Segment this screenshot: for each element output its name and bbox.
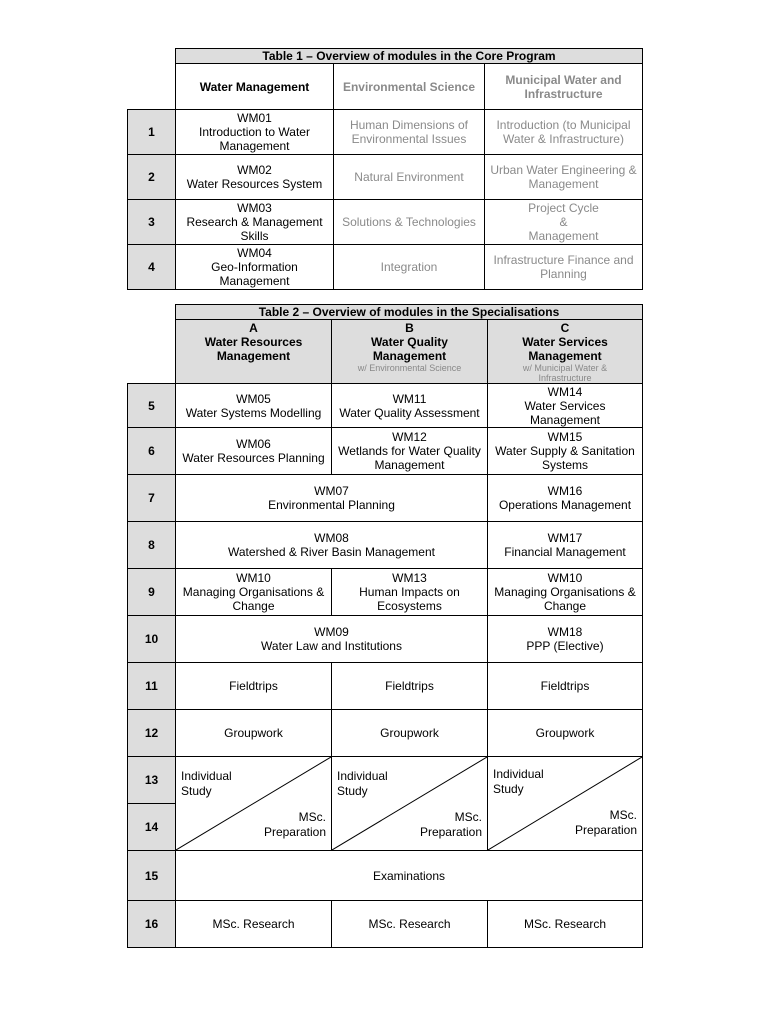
table-1-title: Table 1 – Overview of modules in the Core Program <box>175 48 643 64</box>
module-cell: Human Dimensions of Environmental Issues <box>333 109 485 155</box>
header-environmental-science: Environmental Science <box>333 63 485 110</box>
msc-preparation-label: MSc. Preparation <box>419 810 482 839</box>
module-cell: WM06 Water Resources Planning <box>175 427 332 475</box>
individual-study-label: Individual Study <box>181 769 232 798</box>
header-specialisation-c: C Water Services Management w/ Municipal Water & Infrastructure <box>487 319 643 384</box>
row-number: 6 <box>127 427 176 475</box>
row-number: 8 <box>127 521 176 569</box>
row-number: 9 <box>127 568 176 616</box>
module-cell: Integration <box>333 244 485 290</box>
fieldtrips-cell: Fieldtrips <box>487 662 643 710</box>
module-cell: Natural Environment <box>333 154 485 200</box>
row-number: 7 <box>127 474 176 522</box>
row-number: 4 <box>127 244 176 290</box>
module-cell: WM08 Watershed & River Basin Management <box>175 521 488 569</box>
module-cell: Urban Water Engineering & Management <box>484 154 643 200</box>
row-number: 11 <box>127 662 176 710</box>
module-cell: WM12 Wetlands for Water Quality Management <box>331 427 488 475</box>
msc-research-cell: MSc. Research <box>487 900 643 948</box>
fieldtrips-cell: Fieldtrips <box>175 662 332 710</box>
module-cell: WM01 Introduction to Water Management <box>175 109 334 155</box>
individual-study-label: Individual Study <box>337 769 388 798</box>
module-cell: Solutions & Technologies <box>333 199 485 245</box>
header-water-management: Water Management <box>175 63 334 110</box>
module-cell: WM09 Water Law and Institutions <box>175 615 488 663</box>
msc-preparation-label: MSc. Preparation <box>263 810 326 839</box>
module-cell: WM11 Water Quality Assessment <box>331 383 488 428</box>
module-cell: WM15 Water Supply & Sanitation Systems <box>487 427 643 475</box>
row-number: 3 <box>127 199 176 245</box>
module-cell: WM17 Financial Management <box>487 521 643 569</box>
msc-research-cell: MSc. Research <box>175 900 332 948</box>
individual-study-msc-preparation-cell <box>175 756 332 851</box>
row-number: 16 <box>127 900 176 948</box>
row-number: 14 <box>127 803 176 851</box>
module-cell: Introduction (to Municipal Water & Infrastructure) <box>484 109 643 155</box>
table-2-title: Table 2 – Overview of modules in the Specialisations <box>175 304 643 320</box>
fieldtrips-cell: Fieldtrips <box>331 662 488 710</box>
module-cell: WM10 Managing Organisations & Change <box>487 568 643 616</box>
examinations-cell: Examinations <box>175 850 643 901</box>
module-cell: WM16 Operations Management <box>487 474 643 522</box>
module-cell: WM05 Water Systems Modelling <box>175 383 332 428</box>
individual-study-msc-preparation-cell <box>487 756 643 851</box>
header-specialisation-a: A Water Resources Management <box>175 319 332 384</box>
header-municipal-water: Municipal Water and Infrastructure <box>484 63 643 110</box>
module-cell: WM07 Environmental Planning <box>175 474 488 522</box>
individual-study-label: Individual Study <box>493 767 544 796</box>
row-number: 13 <box>127 756 176 804</box>
module-cell: WM14 Water Services Management <box>487 383 643 428</box>
groupwork-cell: Groupwork <box>175 709 332 757</box>
msc-preparation-label: MSc. Preparation <box>574 808 637 837</box>
row-number: 2 <box>127 154 176 200</box>
module-cell: WM10 Managing Organisations & Change <box>175 568 332 616</box>
row-number: 5 <box>127 383 176 428</box>
row-number: 12 <box>127 709 176 757</box>
module-cell: WM18 PPP (Elective) <box>487 615 643 663</box>
row-number: 15 <box>127 850 176 901</box>
module-cell: WM04 Geo-Information Management <box>175 244 334 290</box>
module-cell: WM13 Human Impacts on Ecosystems <box>331 568 488 616</box>
groupwork-cell: Groupwork <box>331 709 488 757</box>
row-number: 10 <box>127 615 176 663</box>
module-cell: Project Cycle & Management <box>484 199 643 245</box>
module-cell: Infrastructure Finance and Planning <box>484 244 643 290</box>
msc-research-cell: MSc. Research <box>331 900 488 948</box>
row-number: 1 <box>127 109 176 155</box>
individual-study-msc-preparation-cell <box>331 756 488 851</box>
groupwork-cell: Groupwork <box>487 709 643 757</box>
module-cell: WM03 Research & Management Skills <box>175 199 334 245</box>
module-cell: WM02 Water Resources System <box>175 154 334 200</box>
header-specialisation-b: B Water Quality Management w/ Environmental Science <box>331 319 488 384</box>
